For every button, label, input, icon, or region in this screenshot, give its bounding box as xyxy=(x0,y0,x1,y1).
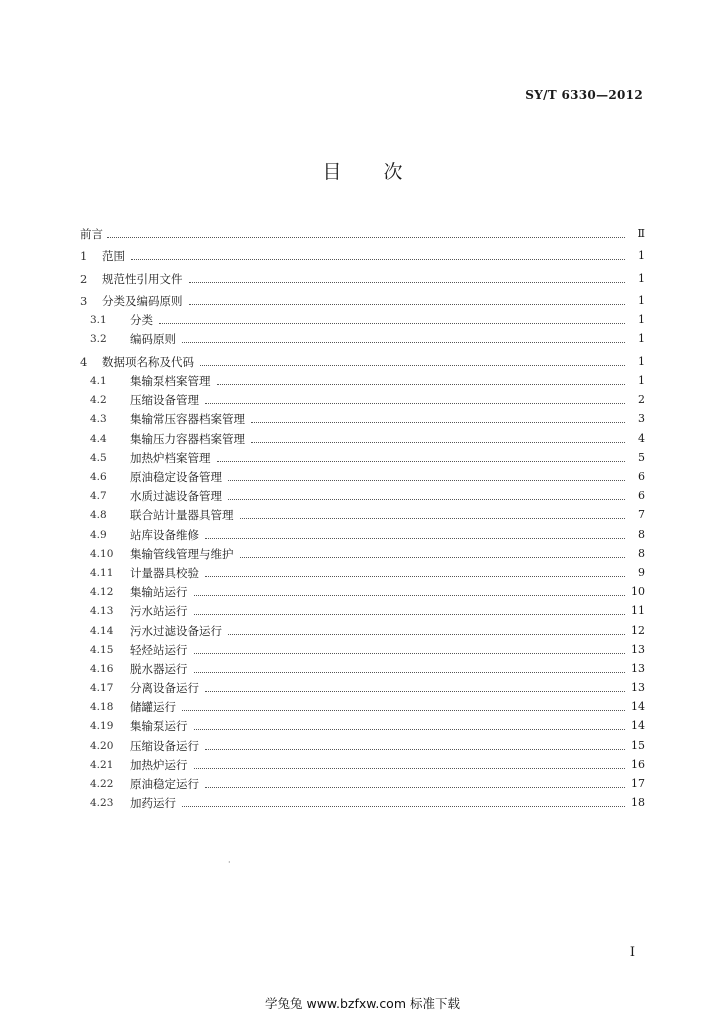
toc-leader-dots xyxy=(228,479,625,481)
toc-entry-page: 2 xyxy=(638,393,645,407)
page-title xyxy=(0,157,725,184)
toc-entry-title: 分类 xyxy=(130,313,153,328)
toc-entry[interactable] xyxy=(80,580,645,599)
toc-entry[interactable] xyxy=(80,791,645,810)
toc-entry-page: 6 xyxy=(638,489,645,503)
toc-leader-dots xyxy=(205,402,625,404)
toc-leader-dots xyxy=(205,690,625,692)
toc-entry-title: 前言 xyxy=(80,226,103,241)
toc-entry-number: 4.13 xyxy=(90,605,114,618)
toc-entry-page: 14 xyxy=(631,700,645,714)
toc-entry[interactable] xyxy=(80,522,645,541)
toc-entry-number: 4 xyxy=(80,354,88,369)
toc-leader-dots xyxy=(182,805,625,807)
toc-entry[interactable] xyxy=(80,286,645,309)
toc-leader-dots xyxy=(240,556,626,558)
toc-entry-title: 集输管线管理与维护 xyxy=(130,546,234,561)
toc-entry[interactable] xyxy=(80,503,645,522)
toc-entry[interactable] xyxy=(80,695,645,714)
toc-entry-number: 4.9 xyxy=(90,528,107,541)
toc-entry-page: Ⅱ xyxy=(637,226,645,240)
toc-entry-number: 4.7 xyxy=(90,490,107,503)
toc-leader-dots xyxy=(194,767,626,769)
toc-entry[interactable] xyxy=(80,465,645,484)
toc-entry-page: 15 xyxy=(631,738,645,752)
toc-leader-dots xyxy=(251,421,625,423)
toc-entry-title: 加药运行 xyxy=(130,796,176,811)
toc-entry-title: 加热炉运行 xyxy=(130,757,188,772)
toc-entry-number: 4.11 xyxy=(90,566,114,579)
toc-leader-dots xyxy=(251,441,625,443)
toc-leader-dots xyxy=(182,341,625,343)
toc-entry-number: 4.8 xyxy=(90,509,107,522)
toc-entry[interactable] xyxy=(80,657,645,676)
toc-leader-dots xyxy=(194,671,626,673)
toc-entry[interactable] xyxy=(80,676,645,695)
title-char-2: 次 xyxy=(383,161,403,183)
toc-entry-page: 8 xyxy=(638,527,645,541)
toc-leader-dots xyxy=(228,633,625,635)
toc-entry-title: 污水过滤设备运行 xyxy=(130,623,222,638)
toc-entry-number: 4.18 xyxy=(90,701,114,714)
toc-entry-title: 站库设备维修 xyxy=(130,527,199,542)
toc-entry-page: 8 xyxy=(638,546,645,560)
toc-entry-page: 1 xyxy=(638,249,645,262)
scan-speck: · xyxy=(228,858,231,867)
toc-leader-dots xyxy=(240,517,626,519)
watermark-text: 学兔兔 www.bzfxw.com 标准下载 xyxy=(265,996,460,1011)
toc-leader-dots xyxy=(217,460,626,462)
toc-entry-page: 14 xyxy=(631,719,645,733)
toc-leader-dots xyxy=(182,709,625,711)
toc-entry-title: 分类及编码原则 xyxy=(102,294,183,308)
toc-leader-dots xyxy=(205,537,625,539)
toc-entry[interactable] xyxy=(80,733,645,752)
toc-leader-dots xyxy=(131,258,625,260)
toc-entry-number: 4.16 xyxy=(90,662,114,675)
table-of-contents xyxy=(80,218,645,810)
toc-entry[interactable] xyxy=(80,346,645,369)
toc-entry[interactable] xyxy=(80,426,645,445)
toc-entry-page: 13 xyxy=(631,642,645,656)
toc-entry-number: 3.1 xyxy=(90,314,107,327)
toc-leader-dots xyxy=(194,728,626,730)
toc-leader-dots xyxy=(189,303,626,305)
toc-leader-dots xyxy=(107,236,625,238)
toc-leader-dots xyxy=(194,613,626,615)
toc-entry[interactable] xyxy=(80,407,645,426)
toc-entry-number: 3.2 xyxy=(90,333,107,346)
toc-entry-title: 数据项名称及代码 xyxy=(102,354,194,369)
toc-entry[interactable] xyxy=(80,714,645,733)
toc-entry-number: 4.20 xyxy=(90,739,114,752)
toc-entry-number: 4.6 xyxy=(90,471,107,483)
toc-entry[interactable] xyxy=(80,753,645,772)
toc-entry[interactable] xyxy=(80,369,645,388)
toc-leader-dots xyxy=(217,383,626,385)
toc-entry-page: 6 xyxy=(638,470,645,483)
toc-entry[interactable] xyxy=(80,561,645,580)
toc-entry-title: 压缩设备管理 xyxy=(130,393,199,408)
toc-entry-page: 17 xyxy=(631,777,645,790)
toc-entry-title: 储罐运行 xyxy=(130,700,176,715)
toc-entry-number: 4.3 xyxy=(90,413,107,426)
toc-entry-title: 规范性引用文件 xyxy=(102,271,183,286)
toc-entry-number: 4.12 xyxy=(90,586,114,599)
toc-entry-page: 1 xyxy=(638,374,645,388)
toc-entry-number: 4.5 xyxy=(90,451,107,464)
toc-entry-title: 压缩设备运行 xyxy=(130,738,199,753)
page-number: I xyxy=(629,945,635,960)
toc-entry-page: 9 xyxy=(638,565,645,579)
toc-leader-dots xyxy=(194,594,626,596)
toc-entry-number: 4.14 xyxy=(90,624,114,637)
toc-entry[interactable] xyxy=(80,308,645,327)
toc-entry-number: 3 xyxy=(80,294,88,308)
toc-entry[interactable] xyxy=(80,263,645,286)
toc-entry[interactable] xyxy=(80,446,645,465)
toc-leader-dots xyxy=(159,322,625,324)
toc-entry[interactable] xyxy=(80,327,645,346)
toc-entry-number: 4.2 xyxy=(90,394,107,407)
toc-entry-page: 10 xyxy=(631,585,645,599)
toc-entry-page: 12 xyxy=(631,623,645,637)
toc-leader-dots xyxy=(228,498,625,500)
toc-entry[interactable] xyxy=(80,618,645,637)
toc-entry-title: 加热炉档案管理 xyxy=(130,450,211,465)
toc-entry-title: 计量器具校验 xyxy=(130,565,199,580)
toc-entry-page: 18 xyxy=(631,796,645,810)
toc-entry-page: 1 xyxy=(638,294,645,307)
toc-entry-title: 集输常压容器档案管理 xyxy=(130,412,245,427)
toc-entry-number: 4.1 xyxy=(90,375,107,388)
toc-leader-dots xyxy=(205,786,625,788)
toc-entry-title: 联合站计量器具管理 xyxy=(130,508,234,523)
toc-entry-number: 4.23 xyxy=(90,797,114,810)
toc-entry[interactable] xyxy=(80,388,645,407)
toc-entry-title: 轻烃站运行 xyxy=(130,642,188,657)
toc-entry[interactable] xyxy=(80,241,645,264)
toc-entry[interactable] xyxy=(80,599,645,618)
toc-entry-title: 污水站运行 xyxy=(130,604,188,619)
toc-entry[interactable] xyxy=(80,772,645,791)
toc-leader-dots xyxy=(205,748,625,750)
toc-entry-page: 1 xyxy=(638,332,645,346)
toc-leader-dots xyxy=(194,652,626,654)
toc-entry-page: 1 xyxy=(638,271,645,285)
toc-entry[interactable] xyxy=(80,638,645,657)
toc-entry-title: 分离设备运行 xyxy=(130,681,199,696)
toc-leader-dots xyxy=(200,364,625,366)
toc-entry-title: 水质过滤设备管理 xyxy=(130,489,222,504)
toc-entry-page: 1 xyxy=(638,313,645,327)
toc-entry-number: 4.17 xyxy=(90,682,114,695)
toc-entry-page: 1 xyxy=(638,354,645,368)
toc-entry-number: 4.15 xyxy=(90,643,114,656)
toc-entry[interactable] xyxy=(80,542,645,561)
toc-entry-title: 原油稳定运行 xyxy=(130,777,199,791)
toc-entry-number: 4.21 xyxy=(90,758,114,771)
standard-code: SY/T 6330—2012 xyxy=(525,88,643,102)
toc-entry-page: 13 xyxy=(631,681,645,695)
toc-entry-number: 1 xyxy=(80,249,88,263)
toc-entry-page: 13 xyxy=(631,661,645,675)
toc-entry-page: 16 xyxy=(631,757,645,771)
toc-entry-title: 集输泵运行 xyxy=(130,719,188,734)
toc-leader-dots xyxy=(205,575,625,577)
title-char-1: 目 xyxy=(322,161,342,183)
toc-entry-title: 范围 xyxy=(102,249,125,263)
toc-entry[interactable] xyxy=(80,484,645,503)
toc-entry-page: 11 xyxy=(631,604,645,618)
toc-entry-page: 7 xyxy=(638,508,645,522)
toc-entry-title: 编码原则 xyxy=(130,332,176,347)
toc-entry[interactable] xyxy=(80,218,645,241)
toc-entry-title: 脱水器运行 xyxy=(130,661,188,676)
toc-entry-title: 集输站运行 xyxy=(130,585,188,600)
toc-entry-page: 4 xyxy=(638,431,645,445)
toc-entry-title: 集输泵档案管理 xyxy=(130,374,211,389)
toc-entry-number: 2 xyxy=(80,271,88,286)
toc-entry-page: 5 xyxy=(638,450,645,464)
toc-entry-number: 4.19 xyxy=(90,720,114,733)
toc-entry-number: 4.4 xyxy=(90,432,107,445)
toc-entry-title: 原油稳定设备管理 xyxy=(130,470,222,484)
toc-entry-number: 4.10 xyxy=(90,547,114,560)
toc-entry-title: 集输压力容器档案管理 xyxy=(130,431,245,446)
toc-entry-page: 3 xyxy=(638,412,645,426)
toc-entry-number: 4.22 xyxy=(90,778,114,790)
toc-leader-dots xyxy=(189,281,626,283)
